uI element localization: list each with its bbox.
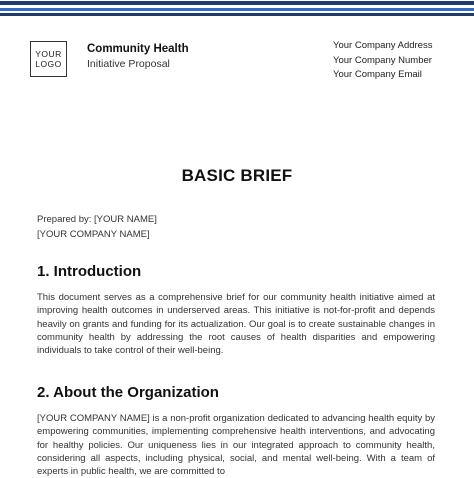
top-bar-accent — [0, 8, 474, 11]
section-heading-about: 2. About the Organization — [37, 384, 219, 401]
section-body-introduction: This document serves as a comprehensive brief for our community health initiative aimed at improving health outcomes in underserved areas. This initiative is not-for-profit and depends heavily on grants and funding for its actualization. Our goal is to create sustainable changes in community health by addressing the root causes of health disparities and empowering individuals to take control of their well-being. — [37, 292, 435, 357]
brand-block — [87, 43, 189, 70]
contact-block — [333, 39, 432, 83]
prepared-by-block — [37, 213, 157, 242]
brand-title: Community Health — [87, 43, 189, 55]
section-body-about: [YOUR COMPANY NAME] is a non-profit organization dedicated to advancing health equity by empowering communities, implementing comprehensive health interventions, and advocating for healthy policies. Our uniqueness lies in our integrated approach to community health, considering all aspects, including physical, social, and mental well-being. With a team of experts in public health, we are committed to — [37, 413, 435, 478]
top-bar-dark-lower — [0, 13, 474, 16]
prepared-by: Prepared by: [YOUR NAME] — [37, 214, 157, 225]
company-logo — [30, 41, 67, 77]
section-heading-introduction: 1. Introduction — [37, 263, 142, 280]
company-number: Your Company Number — [333, 54, 432, 66]
company-address: Your Company Address — [333, 40, 433, 51]
document-title: BASIC BRIEF — [181, 166, 293, 185]
company-name: [YOUR COMPANY NAME] — [37, 228, 150, 240]
logo-text-line2: LOGO — [35, 59, 62, 69]
top-bar-dark — [0, 1, 474, 5]
company-email: Your Company Email — [333, 69, 422, 80]
logo-text-line1: YOUR — [35, 49, 62, 59]
brand-subtitle: Initiative Proposal — [87, 58, 170, 70]
